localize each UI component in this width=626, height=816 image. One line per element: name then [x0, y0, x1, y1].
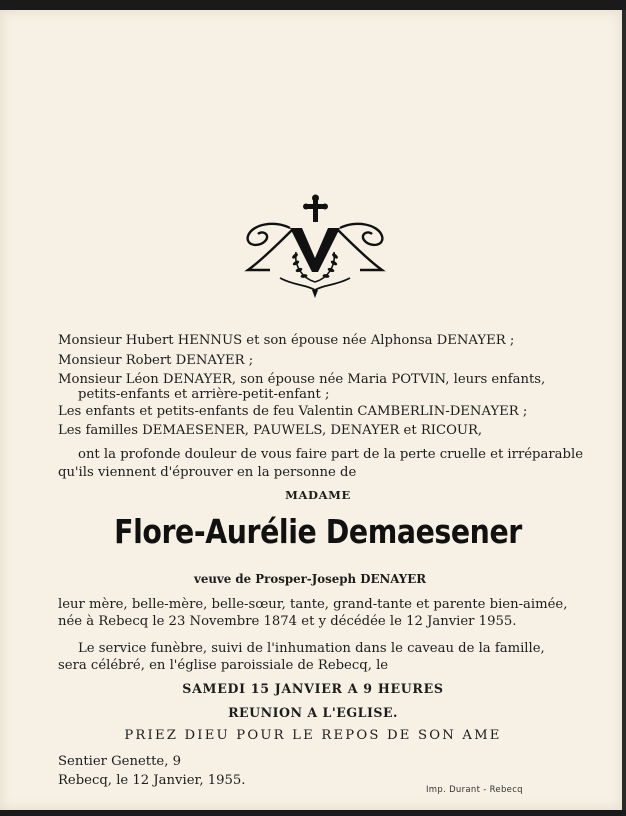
cross-monogram-emblem-icon — [240, 190, 390, 302]
relation-line: leur mère, belle-mère, belle-sœur, tante, grand-tante et parente bien-aimée, — [58, 597, 568, 612]
intro-paragraph — [58, 446, 583, 482]
relation-paragraph — [58, 596, 578, 630]
address-line: Sentier Genette, 9 — [58, 754, 181, 769]
reunion-notice: REUNION A L'EGLISE. — [228, 705, 398, 720]
intro-line: qu'ils viennent d'éprouver en la personne de — [58, 465, 357, 480]
family-line: Les familles DEMAESENER, PAUWELS, DENAYER et RICOUR, — [58, 423, 483, 438]
family-line: petits-enfants et arrière-petit-enfant ; — [78, 386, 330, 402]
honorific-title: MADAME — [285, 488, 351, 502]
family-line: Monsieur Hubert HENNUS et son épouse née Alphonsa DENAYER ; — [58, 333, 515, 348]
widow-of-line: veuve de Prosper-Joseph DENAYER — [193, 572, 427, 586]
service-line: Le service funèbre, suivi de l'inhumation dans le caveau de la famille, — [78, 641, 545, 656]
prayer-line: PRIEZ DIEU POUR LE REPOS DE SON AME — [124, 728, 502, 743]
family-line: Monsieur Léon DENAYER, son épouse née Maria POTVIN, leurs enfants, — [58, 372, 546, 387]
printer-imprint: Imp. Durant - Rebecq — [426, 785, 523, 795]
service-line: sera célébré, en l'église paroissiale de Rebecq, le — [58, 658, 389, 673]
service-paragraph — [58, 640, 578, 674]
address-block — [58, 752, 245, 790]
service-date: SAMEDI 15 JANVIER A 9 HEURES — [182, 681, 444, 696]
deceased-name: Flore-Aurélie Demaesener — [114, 512, 522, 551]
family-line: Les enfants et petits-enfants de feu Valentin CAMBERLIN-DENAYER ; — [58, 403, 528, 419]
intro-line: ont la profonde douleur de vous faire part de la perte cruelle et irréparable — [78, 447, 583, 462]
family-line: Monsieur Robert DENAYER ; — [58, 352, 254, 368]
relation-line: née à Rebecq le 23 Novembre 1874 et y décédée le 12 Janvier 1955. — [58, 614, 517, 629]
family-list — [58, 331, 578, 441]
address-line: Rebecq, le 12 Janvier, 1955. — [58, 773, 246, 788]
